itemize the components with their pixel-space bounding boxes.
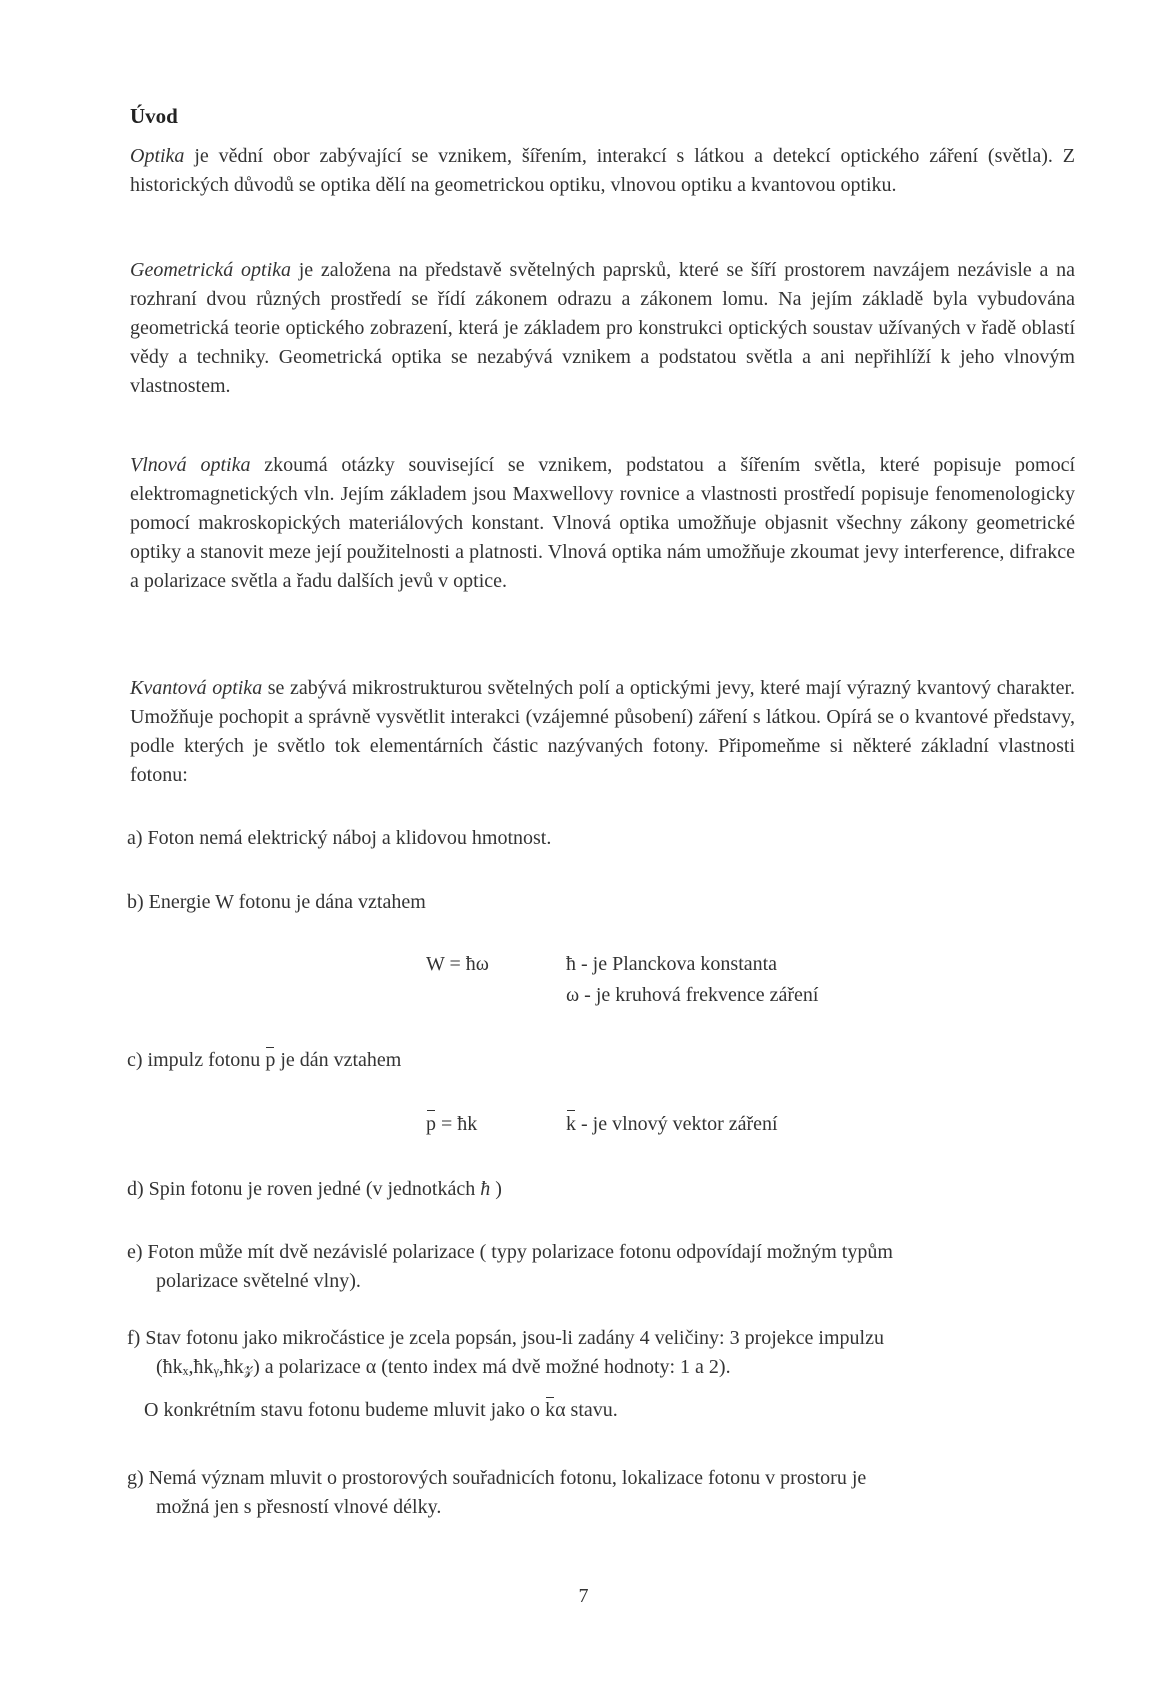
momentum-formula: [426, 1109, 477, 1139]
wave-optics-paragraph: [130, 451, 1075, 596]
wave-vector-note: [566, 1109, 778, 1139]
list-item-g-line2: možná jen s přesností vlnové délky.: [156, 1496, 442, 1518]
list-item-g: [127, 1464, 1077, 1522]
planck-constant-note: ħ - je Planckova konstanta: [566, 953, 778, 975]
geometric-optics-paragraph: [130, 256, 1075, 401]
intro-term: Optika: [130, 145, 185, 167]
geometric-optics-term: Geometrická optika: [130, 259, 292, 281]
reduced-planck-symbol: ħ: [480, 1178, 491, 1200]
intro-text: je vědní obor zabývající se vznikem, šířením, interakcí s látkou a detekcí optického záření (světla). Z historických důvodů se optika dělí na geometrickou optiku, vlnovou optiku a kvantovou optiku.: [130, 145, 1075, 196]
list-item-f: [127, 1324, 1077, 1382]
list-item-c-text-start: c) impulz fotonu: [127, 1049, 266, 1071]
quantum-optics-paragraph: [130, 674, 1075, 790]
quantum-optics-text: se zabývá mikrostrukturou světelných polí a optickými jevy, které mají výrazný kvantový charakter. Umožňuje pochopit a správně vysvětlit interakci (vzájemné působení) záření s látkou. Opírá se o kvantové představy, podle kterých je světlo tok elementárních částic nazývaných fotony. Připomeňme si některé základní vlastnosti fotonu:: [130, 677, 1076, 786]
list-item-b: b) Energie W fotonu je dána vztahem: [127, 891, 426, 913]
geometric-optics-text: je založena na představě světelných paprsků, které se šíří prostorem navzájem nezávisle a na rozhraní dvou různých prostředí se řídí zákonem odrazu a zákonem lomu. Na jejím základě byla vybudována geometrická teorie optického zobrazení, která je základem pro konstrukci optických soustav užívaných v řadě oblastí vědy a techniky. Geometrická optika se nezabývá vznikem a podstatou světla a ani nepřihlíží k jeho vlnovým vlastnostem.: [130, 259, 1076, 397]
momentum-formula-lhs: p: [426, 1109, 436, 1139]
wave-vector-symbol: k: [566, 1109, 576, 1139]
list-item-g-line1: g) Nemá význam mluvit o prostorových souřadnicích fotonu, lokalizace fotonu v prostoru je: [127, 1467, 867, 1489]
wave-optics-text: zkoumá otázky související se vznikem, podstatou a šířením světla, které popisuje pomocí elektromagnetických vln. Jejím základem jsou Maxwellovy rovnice a vlastnosti prostředí popisuje fenomenologicky pomocí makroskopických materiálových konstant. Vlnová optika umožňuje objasnit všechny zákony geometrické optiky a stanovit meze její použitelnosti a platnosti. Vlnová optika nám umožňuje zkoumat jevy interference, difrakce a polarizace světla a řadu dalších jevů v optice.: [130, 454, 1075, 592]
page-number: 7: [578, 1585, 589, 1607]
momentum-formula-rhs: = ħk: [436, 1113, 478, 1135]
list-item-f-line3-start: O konkrétním stavu fotonu budeme mluvit jako o: [144, 1399, 546, 1421]
list-item-f-line2: (ħkₓ,ħkᵧ,ħk𝓏) a polarizace α (tento index má dvě možné hodnoty: 1 a 2).: [156, 1356, 731, 1378]
quantum-optics-term: Kvantová optika: [130, 677, 263, 699]
list-item-e-line1: e) Foton může mít dvě nezávislé polarizace ( typy polarizace fotonu odpovídají možným typům: [127, 1241, 893, 1263]
list-item-d-text-end: ): [490, 1178, 502, 1200]
list-item-c: [127, 1046, 1077, 1075]
list-item-e: [127, 1238, 1077, 1296]
page-title: Úvod: [130, 104, 178, 128]
state-alpha-symbol: α: [555, 1399, 566, 1421]
list-item-f-line3-end: stavu.: [565, 1399, 618, 1421]
state-vector-symbol: k: [545, 1396, 555, 1425]
intro-paragraph: [130, 142, 1075, 200]
list-item-d-text-start: d) Spin fotonu je roven jedné (v jednotkách: [127, 1178, 481, 1200]
wave-optics-term: Vlnová optika: [130, 454, 251, 476]
list-item-f-state: [144, 1396, 1094, 1425]
angular-frequency-note: ω - je kruhová frekvence záření: [566, 984, 819, 1006]
wave-vector-note-text: - je vlnový vektor záření: [576, 1113, 778, 1135]
list-item-c-text-end: je dán vztahem: [275, 1049, 402, 1071]
momentum-vector-symbol: p: [265, 1046, 275, 1075]
list-item-f-line1: f) Stav fotonu jako mikročástice je zcela popsán, jsou-li zadány 4 veličiny: 3 projekce impulzu: [127, 1327, 884, 1349]
list-item-a: a) Foton nemá elektrický náboj a klidovou hmotnost.: [127, 827, 552, 849]
list-item-d: [127, 1175, 1077, 1204]
energy-formula: W = ħω: [426, 953, 489, 975]
list-item-e-line2: polarizace světelné vlny).: [156, 1270, 361, 1292]
